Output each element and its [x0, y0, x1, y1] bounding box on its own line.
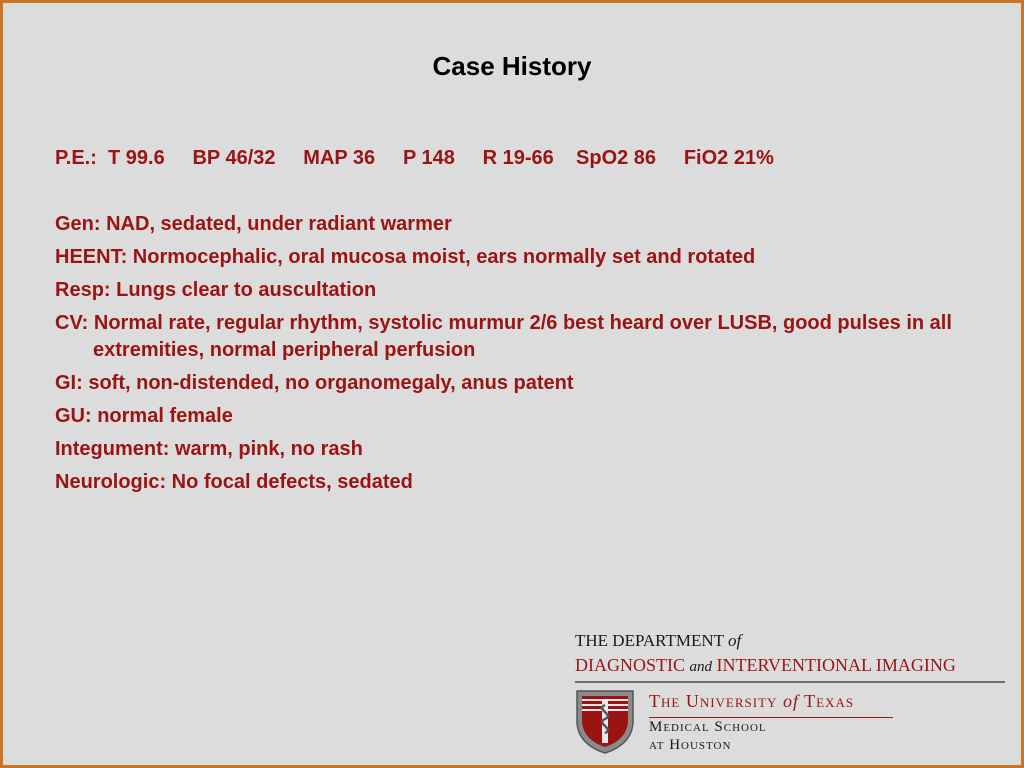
logo-divider	[575, 681, 1005, 683]
finding-resp: Resp: Lungs clear to auscultation	[55, 279, 377, 301]
finding-gu: GU: normal female	[55, 405, 233, 427]
ut-shield-icon	[575, 689, 635, 755]
slide-title: Case History	[432, 51, 592, 81]
houston-label: at Houston	[649, 737, 732, 753]
findings-list	[55, 211, 965, 502]
finding-general: Gen: NAD, sedated, under radiant warmer	[55, 213, 452, 235]
department-name-line1	[575, 631, 741, 651]
department-interventional: INTERVENTIONAL IMAGING	[716, 655, 956, 675]
medical-school-label: Medical School	[649, 719, 767, 735]
department-logo	[573, 631, 1013, 761]
finding-gi: GI: soft, non-distended, no organomegaly, anus patent	[55, 372, 574, 394]
university-texas: Texas	[804, 691, 855, 711]
university-label: The University	[649, 691, 778, 711]
department-and: and	[689, 659, 712, 675]
university-name	[649, 691, 854, 712]
finding-cv: CV: Normal rate, regular rhythm, systolic murmur 2/6 best heard over LUSB, good pulses in all extremities, normal peripheral perfusion	[55, 312, 952, 361]
department-diagnostic: DIAGNOSTIC	[575, 655, 685, 675]
university-of: of	[782, 691, 799, 711]
finding-integument: Integument: warm, pink, no rash	[55, 438, 363, 460]
finding-heent: HEENT: Normocephalic, oral mucosa moist, ears normally set and rotated	[55, 246, 756, 268]
department-name-line2	[575, 655, 956, 676]
vitals-line: P.E.: T 99.6 BP 46/32 MAP 36 P 148 R 19-66 SpO2 86 FiO2 21%	[55, 147, 774, 169]
finding-neurologic: Neurologic: No focal defects, sedated	[55, 471, 413, 493]
university-divider	[649, 717, 893, 718]
department-label: THE DEPARTMENT	[575, 631, 724, 650]
department-of: of	[727, 631, 742, 650]
